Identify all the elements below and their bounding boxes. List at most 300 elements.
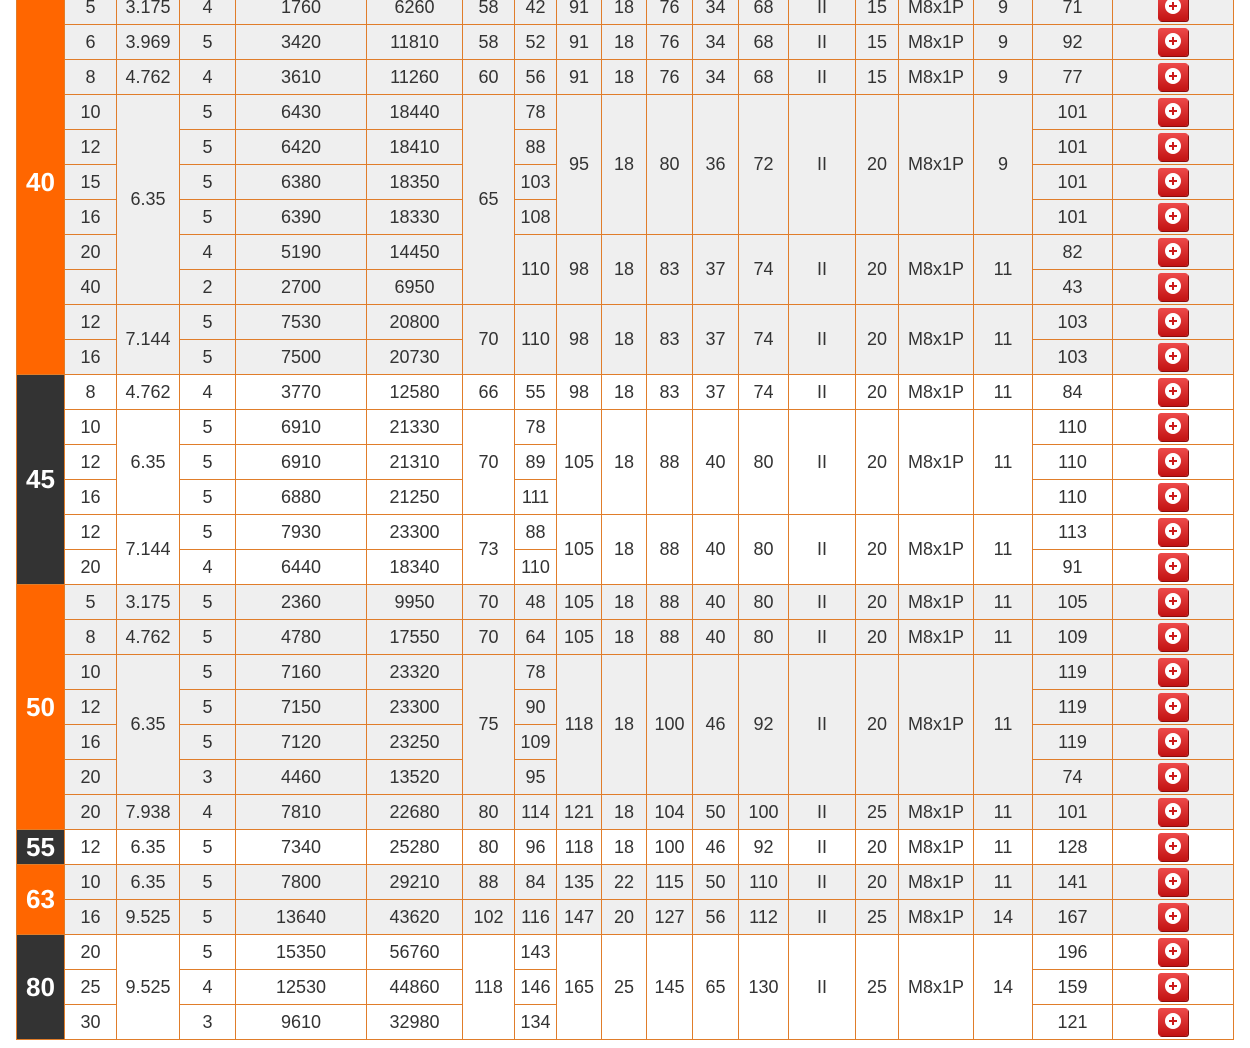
add-to-cart-cell[interactable] bbox=[1113, 235, 1234, 270]
table-cell: 20 bbox=[856, 410, 899, 515]
table-cell: II bbox=[789, 865, 856, 900]
table-cell: 5 bbox=[180, 620, 236, 655]
table-cell: 58 bbox=[463, 25, 515, 60]
table-cell: 36 bbox=[693, 95, 739, 235]
table-cell: 4 bbox=[180, 235, 236, 270]
table-cell: 20 bbox=[65, 795, 117, 830]
table-cell: 91 bbox=[557, 60, 602, 95]
table-cell: 91 bbox=[1033, 550, 1113, 585]
plus-icon[interactable] bbox=[1158, 728, 1188, 756]
add-to-cart-cell[interactable] bbox=[1113, 445, 1234, 480]
table-cell: 22680 bbox=[367, 795, 463, 830]
plus-icon[interactable] bbox=[1158, 98, 1188, 126]
table-cell: 130 bbox=[739, 935, 789, 1040]
table-cell: 40 bbox=[693, 515, 739, 585]
table-cell: 18 bbox=[602, 585, 647, 620]
table-cell: 113 bbox=[1033, 515, 1113, 550]
add-to-cart-cell[interactable] bbox=[1113, 655, 1234, 690]
table-cell: M8x1P bbox=[899, 900, 974, 935]
table-cell: 143 bbox=[515, 935, 557, 970]
table-cell: 7800 bbox=[236, 865, 367, 900]
table-row bbox=[17, 0, 1234, 25]
table-cell: 88 bbox=[515, 515, 557, 550]
add-to-cart-cell[interactable] bbox=[1113, 60, 1234, 95]
table-cell: 15350 bbox=[236, 935, 367, 970]
add-to-cart-cell[interactable] bbox=[1113, 270, 1234, 305]
group-size-cell: 80 bbox=[17, 935, 65, 1040]
add-to-cart-cell[interactable] bbox=[1113, 95, 1234, 130]
table-cell: 141 bbox=[1033, 865, 1113, 900]
table-cell: 6.35 bbox=[117, 655, 180, 795]
plus-icon[interactable] bbox=[1158, 623, 1188, 651]
table-cell: 75 bbox=[463, 655, 515, 795]
table-cell: 88 bbox=[463, 865, 515, 900]
table-cell: 20 bbox=[856, 620, 899, 655]
table-cell: 7810 bbox=[236, 795, 367, 830]
table-cell: II bbox=[789, 25, 856, 60]
table-cell: 20 bbox=[65, 760, 117, 795]
table-cell: 5 bbox=[180, 25, 236, 60]
plus-icon[interactable] bbox=[1158, 168, 1188, 196]
group-size-cell: 50 bbox=[17, 585, 65, 830]
table-cell: 5 bbox=[180, 935, 236, 970]
add-to-cart-cell[interactable] bbox=[1113, 620, 1234, 655]
add-to-cart-cell[interactable] bbox=[1113, 550, 1234, 585]
table-cell: 9 bbox=[974, 0, 1033, 25]
add-to-cart-cell[interactable] bbox=[1113, 165, 1234, 200]
plus-icon[interactable] bbox=[1158, 693, 1188, 721]
table-cell: 20 bbox=[856, 865, 899, 900]
plus-icon[interactable] bbox=[1158, 483, 1188, 511]
table-cell: II bbox=[789, 620, 856, 655]
table-cell: 98 bbox=[557, 305, 602, 375]
table-cell: M8x1P bbox=[899, 795, 974, 830]
table-cell: 18 bbox=[602, 515, 647, 585]
table-cell: II bbox=[789, 515, 856, 585]
table-cell: 18 bbox=[602, 375, 647, 410]
plus-icon[interactable] bbox=[1158, 63, 1188, 91]
plus-icon[interactable] bbox=[1158, 0, 1188, 21]
table-cell: 74 bbox=[739, 375, 789, 410]
table-cell: 11 bbox=[974, 410, 1033, 515]
table-cell: 14 bbox=[974, 900, 1033, 935]
table-cell: 18 bbox=[602, 655, 647, 795]
table-cell: 20 bbox=[65, 235, 117, 270]
table-cell: 5 bbox=[180, 655, 236, 690]
table-cell: 83 bbox=[647, 375, 693, 410]
table-cell: 110 bbox=[739, 865, 789, 900]
table-cell: 3.969 bbox=[117, 25, 180, 60]
table-cell: 5190 bbox=[236, 235, 367, 270]
table-cell: 16 bbox=[65, 340, 117, 375]
table-cell: 34 bbox=[693, 0, 739, 25]
table-cell: 118 bbox=[463, 935, 515, 1040]
table-cell: 3610 bbox=[236, 60, 367, 95]
table-cell: 7500 bbox=[236, 340, 367, 375]
table-cell: 65 bbox=[693, 935, 739, 1040]
add-to-cart-cell[interactable] bbox=[1113, 200, 1234, 235]
table-cell: 5 bbox=[180, 830, 236, 865]
table-cell: 5 bbox=[65, 0, 117, 25]
table-cell: 66 bbox=[463, 375, 515, 410]
table-cell: II bbox=[789, 0, 856, 25]
table-cell: 13640 bbox=[236, 900, 367, 935]
table-cell: 8 bbox=[65, 60, 117, 95]
table-row bbox=[17, 60, 1234, 95]
table-cell: 40 bbox=[693, 585, 739, 620]
table-cell: 12 bbox=[65, 305, 117, 340]
table-cell: 6430 bbox=[236, 95, 367, 130]
add-to-cart-cell[interactable] bbox=[1113, 795, 1234, 830]
table-cell: 110 bbox=[1033, 410, 1113, 445]
table-cell: II bbox=[789, 655, 856, 795]
table-cell: 6.35 bbox=[117, 865, 180, 900]
table-cell: 6390 bbox=[236, 200, 367, 235]
table-cell: 7.938 bbox=[117, 795, 180, 830]
table-cell: 110 bbox=[1033, 480, 1113, 515]
table-cell: 20 bbox=[856, 375, 899, 410]
table-cell: 40 bbox=[693, 620, 739, 655]
table-row bbox=[17, 900, 1234, 935]
plus-icon[interactable] bbox=[1158, 273, 1188, 301]
add-to-cart-cell[interactable] bbox=[1113, 375, 1234, 410]
plus-icon[interactable] bbox=[1158, 553, 1188, 581]
table-cell: 60 bbox=[463, 60, 515, 95]
table-cell: II bbox=[789, 795, 856, 830]
plus-icon[interactable] bbox=[1158, 413, 1188, 441]
table-cell: 121 bbox=[1033, 1005, 1113, 1040]
table-cell: 21330 bbox=[367, 410, 463, 445]
plus-icon[interactable] bbox=[1158, 378, 1188, 406]
table-cell: 83 bbox=[647, 235, 693, 305]
table-row bbox=[17, 235, 1234, 270]
plus-icon[interactable] bbox=[1158, 763, 1188, 791]
table-cell: II bbox=[789, 935, 856, 1040]
table-cell: II bbox=[789, 375, 856, 410]
table-cell: M8x1P bbox=[899, 620, 974, 655]
table-cell: 16 bbox=[65, 480, 117, 515]
table-cell: 98 bbox=[557, 235, 602, 305]
table-cell: 15 bbox=[856, 25, 899, 60]
table-cell: 11 bbox=[974, 585, 1033, 620]
table-cell: 5 bbox=[180, 305, 236, 340]
table-cell: M8x1P bbox=[899, 865, 974, 900]
table-cell: 88 bbox=[515, 130, 557, 165]
add-to-cart-cell[interactable] bbox=[1113, 305, 1234, 340]
table-cell: 110 bbox=[515, 235, 557, 305]
plus-icon[interactable] bbox=[1158, 238, 1188, 266]
plus-icon[interactable] bbox=[1158, 833, 1188, 861]
table-cell: 25 bbox=[602, 935, 647, 1040]
table-cell: 196 bbox=[1033, 935, 1113, 970]
table-cell: 9 bbox=[974, 25, 1033, 60]
table-cell: 96 bbox=[515, 830, 557, 865]
table-cell: 80 bbox=[647, 95, 693, 235]
table-cell: 34 bbox=[693, 60, 739, 95]
table-cell: 104 bbox=[647, 795, 693, 830]
add-to-cart-cell[interactable] bbox=[1113, 760, 1234, 795]
table-cell: 2 bbox=[180, 270, 236, 305]
table-cell: 6910 bbox=[236, 410, 367, 445]
table-cell: 23300 bbox=[367, 690, 463, 725]
table-row bbox=[17, 830, 1234, 865]
plus-icon[interactable] bbox=[1158, 448, 1188, 476]
table-cell: 18 bbox=[602, 410, 647, 515]
table-cell: 11 bbox=[974, 795, 1033, 830]
add-to-cart-cell[interactable] bbox=[1113, 690, 1234, 725]
table-cell: 112 bbox=[739, 900, 789, 935]
table-row bbox=[17, 585, 1234, 620]
plus-icon[interactable] bbox=[1158, 973, 1188, 1001]
table-cell: 7340 bbox=[236, 830, 367, 865]
plus-icon[interactable] bbox=[1158, 798, 1188, 826]
table-cell: M8x1P bbox=[899, 585, 974, 620]
table-cell: 55 bbox=[515, 375, 557, 410]
table-cell: M8x1P bbox=[899, 515, 974, 585]
plus-icon[interactable] bbox=[1158, 133, 1188, 161]
table-cell: 101 bbox=[1033, 95, 1113, 130]
plus-icon[interactable] bbox=[1158, 308, 1188, 336]
table-cell: 70 bbox=[463, 410, 515, 515]
table-cell: 91 bbox=[557, 25, 602, 60]
table-cell: 73 bbox=[463, 515, 515, 585]
table-cell: 18340 bbox=[367, 550, 463, 585]
table-cell: 9 bbox=[974, 60, 1033, 95]
table-cell: 11 bbox=[974, 620, 1033, 655]
table-cell: 5 bbox=[180, 515, 236, 550]
table-cell: 9610 bbox=[236, 1005, 367, 1040]
plus-icon[interactable] bbox=[1158, 28, 1188, 56]
add-to-cart-cell[interactable] bbox=[1113, 340, 1234, 375]
table-cell: 6260 bbox=[367, 0, 463, 25]
plus-icon[interactable] bbox=[1158, 343, 1188, 371]
plus-icon[interactable] bbox=[1158, 588, 1188, 616]
table-cell: M8x1P bbox=[899, 305, 974, 375]
table-cell: 13520 bbox=[367, 760, 463, 795]
add-to-cart-cell[interactable] bbox=[1113, 480, 1234, 515]
table-row bbox=[17, 410, 1234, 445]
table-cell: 10 bbox=[65, 410, 117, 445]
table-cell: 6 bbox=[65, 25, 117, 60]
table-cell: 9.525 bbox=[117, 900, 180, 935]
table-cell: 100 bbox=[739, 795, 789, 830]
table-cell: 76 bbox=[647, 25, 693, 60]
table-cell: 32980 bbox=[367, 1005, 463, 1040]
table-cell: 70 bbox=[463, 585, 515, 620]
table-cell: 111 bbox=[515, 480, 557, 515]
table-cell: II bbox=[789, 95, 856, 235]
table-cell: 80 bbox=[739, 515, 789, 585]
table-cell: 18330 bbox=[367, 200, 463, 235]
table-cell: 12580 bbox=[367, 375, 463, 410]
add-to-cart-cell[interactable] bbox=[1113, 725, 1234, 760]
plus-icon[interactable] bbox=[1158, 203, 1188, 231]
plus-icon[interactable] bbox=[1158, 903, 1188, 931]
table-cell: 20 bbox=[856, 305, 899, 375]
table-cell: 88 bbox=[647, 585, 693, 620]
table-cell: 3770 bbox=[236, 375, 367, 410]
table-cell: 1760 bbox=[236, 0, 367, 25]
table-cell: 9.525 bbox=[117, 935, 180, 1040]
table-cell: 165 bbox=[557, 935, 602, 1040]
add-to-cart-cell[interactable] bbox=[1113, 585, 1234, 620]
table-cell: 3 bbox=[180, 1005, 236, 1040]
plus-icon[interactable] bbox=[1158, 1008, 1188, 1036]
table-row bbox=[17, 95, 1234, 130]
table-cell: 146 bbox=[515, 970, 557, 1005]
table-cell: 11 bbox=[974, 305, 1033, 375]
table-cell: 84 bbox=[1033, 375, 1113, 410]
plus-icon[interactable] bbox=[1158, 658, 1188, 686]
table-cell: 44860 bbox=[367, 970, 463, 1005]
table-cell: 43620 bbox=[367, 900, 463, 935]
table-cell: 5 bbox=[180, 200, 236, 235]
table-cell: 11 bbox=[974, 515, 1033, 585]
table-cell: 4.762 bbox=[117, 60, 180, 95]
table-cell: 135 bbox=[557, 865, 602, 900]
table-cell: 37 bbox=[693, 305, 739, 375]
table-cell: 30 bbox=[65, 1005, 117, 1040]
table-cell: 78 bbox=[515, 410, 557, 445]
table-cell: 5 bbox=[180, 585, 236, 620]
table-cell: 20 bbox=[602, 900, 647, 935]
table-cell: 12 bbox=[65, 515, 117, 550]
table-cell: 105 bbox=[557, 620, 602, 655]
table-cell: 74 bbox=[739, 235, 789, 305]
table-cell: 65 bbox=[463, 95, 515, 305]
add-to-cart-cell[interactable] bbox=[1113, 25, 1234, 60]
table-cell: 80 bbox=[463, 830, 515, 865]
table-cell: 88 bbox=[647, 620, 693, 655]
table-cell: 16 bbox=[65, 200, 117, 235]
table-cell: 18 bbox=[602, 95, 647, 235]
table-cell: 92 bbox=[739, 655, 789, 795]
table-cell: 5 bbox=[180, 480, 236, 515]
table-cell: II bbox=[789, 410, 856, 515]
table-cell: M8x1P bbox=[899, 235, 974, 305]
table-cell: 118 bbox=[557, 830, 602, 865]
table-cell: 12 bbox=[65, 130, 117, 165]
table-cell: 11 bbox=[974, 235, 1033, 305]
add-to-cart-cell[interactable] bbox=[1113, 970, 1234, 1005]
table-cell: 4 bbox=[180, 970, 236, 1005]
table-cell: 5 bbox=[180, 165, 236, 200]
table-cell: 6420 bbox=[236, 130, 367, 165]
table-cell: 159 bbox=[1033, 970, 1113, 1005]
table-cell: 78 bbox=[515, 95, 557, 130]
table-cell: 7930 bbox=[236, 515, 367, 550]
table-cell: M8x1P bbox=[899, 60, 974, 95]
table-cell: 70 bbox=[463, 620, 515, 655]
table-cell: 15 bbox=[856, 0, 899, 25]
table-cell: 46 bbox=[693, 655, 739, 795]
table-cell: 95 bbox=[557, 95, 602, 235]
table-cell: 100 bbox=[647, 830, 693, 865]
table-cell: 114 bbox=[515, 795, 557, 830]
table-cell: 88 bbox=[647, 515, 693, 585]
table-cell: 88 bbox=[647, 410, 693, 515]
table-cell: 58 bbox=[463, 0, 515, 25]
table-cell: 110 bbox=[515, 305, 557, 375]
table-cell: 12 bbox=[65, 830, 117, 865]
table-cell: 5 bbox=[180, 865, 236, 900]
table-cell: 10 bbox=[65, 865, 117, 900]
table-row bbox=[17, 655, 1234, 690]
table-cell: 5 bbox=[180, 725, 236, 760]
table-cell: 134 bbox=[515, 1005, 557, 1040]
add-to-cart-cell[interactable] bbox=[1113, 130, 1234, 165]
add-to-cart-cell[interactable] bbox=[1113, 935, 1234, 970]
table-cell: 4 bbox=[180, 550, 236, 585]
table-cell: II bbox=[789, 305, 856, 375]
add-to-cart-cell[interactable] bbox=[1113, 0, 1234, 25]
table-cell: 105 bbox=[1033, 585, 1113, 620]
add-to-cart-cell[interactable] bbox=[1113, 410, 1234, 445]
plus-icon[interactable] bbox=[1158, 938, 1188, 966]
table-cell: 11 bbox=[974, 655, 1033, 795]
table-cell: 3.175 bbox=[117, 585, 180, 620]
table-cell: 119 bbox=[1033, 655, 1113, 690]
add-to-cart-cell[interactable] bbox=[1113, 515, 1234, 550]
table-cell: II bbox=[789, 60, 856, 95]
table-cell: 8 bbox=[65, 375, 117, 410]
table-cell: 102 bbox=[463, 900, 515, 935]
table-cell: 48 bbox=[515, 585, 557, 620]
table-cell: 42 bbox=[515, 0, 557, 25]
table-cell: 6950 bbox=[367, 270, 463, 305]
add-to-cart-cell[interactable] bbox=[1113, 830, 1234, 865]
table-cell: M8x1P bbox=[899, 830, 974, 865]
plus-icon[interactable] bbox=[1158, 868, 1188, 896]
table-cell: 7150 bbox=[236, 690, 367, 725]
table-cell: 43 bbox=[1033, 270, 1113, 305]
table-cell: 20 bbox=[856, 235, 899, 305]
table-cell: 6.35 bbox=[117, 830, 180, 865]
table-cell: 18410 bbox=[367, 130, 463, 165]
table-cell: 76 bbox=[647, 0, 693, 25]
table-cell: 74 bbox=[739, 305, 789, 375]
add-to-cart-cell[interactable] bbox=[1113, 900, 1234, 935]
table-cell: 5 bbox=[180, 900, 236, 935]
table-cell: 64 bbox=[515, 620, 557, 655]
table-cell: 25 bbox=[856, 935, 899, 1040]
spec-table-wrapper bbox=[16, 0, 1234, 1040]
table-cell: 100 bbox=[647, 655, 693, 795]
plus-icon[interactable] bbox=[1158, 518, 1188, 546]
table-cell: 118 bbox=[557, 655, 602, 795]
add-to-cart-cell[interactable] bbox=[1113, 1005, 1234, 1040]
table-cell: 22 bbox=[602, 865, 647, 900]
table-cell: 37 bbox=[693, 375, 739, 410]
table-cell: 80 bbox=[463, 795, 515, 830]
table-cell: 68 bbox=[739, 60, 789, 95]
table-cell: 14 bbox=[974, 935, 1033, 1040]
table-cell: 6440 bbox=[236, 550, 367, 585]
table-cell: 40 bbox=[65, 270, 117, 305]
table-cell: 92 bbox=[1033, 25, 1113, 60]
table-cell: 4.762 bbox=[117, 620, 180, 655]
table-cell: 23320 bbox=[367, 655, 463, 690]
add-to-cart-cell[interactable] bbox=[1113, 865, 1234, 900]
table-cell: 80 bbox=[739, 410, 789, 515]
table-cell: M8x1P bbox=[899, 935, 974, 1040]
table-row bbox=[17, 375, 1234, 410]
table-cell: 25280 bbox=[367, 830, 463, 865]
table-cell: 103 bbox=[1033, 340, 1113, 375]
table-cell: 92 bbox=[739, 830, 789, 865]
table-cell: 46 bbox=[693, 830, 739, 865]
table-cell: 52 bbox=[515, 25, 557, 60]
